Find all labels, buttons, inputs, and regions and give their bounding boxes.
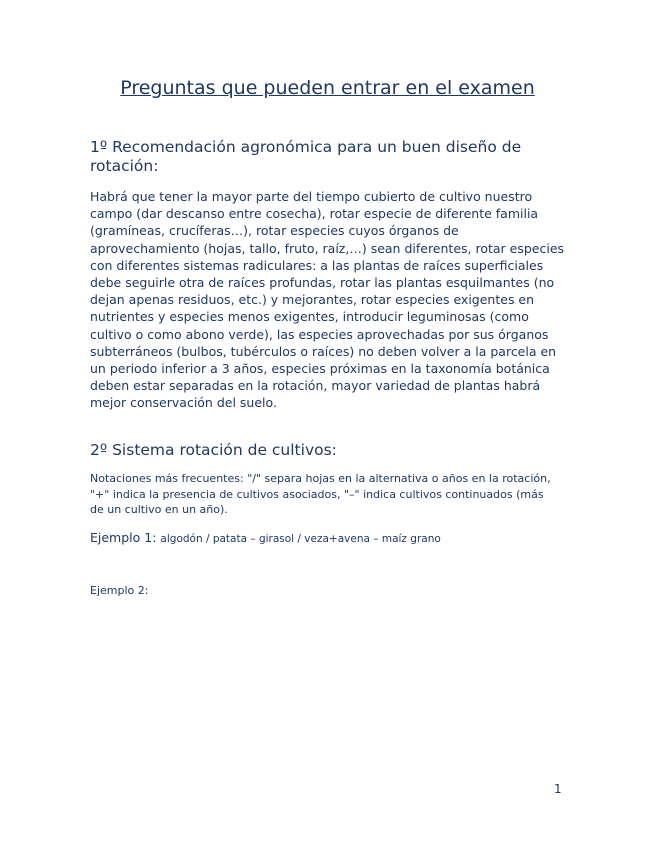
- section-body-recomendacion: Habrá que tener la mayor parte del tiempo cubierto de cultivo nuestro campo (dar descanso entre cosecha), rotar especie de diferente familia (gramíneas, crucíferas…), rotar especies cuyos órganos de aprovechamiento (hojas, tallo, fruto, raíz,…) sean diferentes, rotar especies con diferentes sistemas radiculares: a las plantas de raíces superficiales debe seguirle otra de raíces profundas, rotar las plantas esquilmantes (no dejan apenas residuos, etc.) y mejorantes, rotar especies exigentes en nutrientes y especies menos exigentes, introducir leguminosas (como cultivo o como abono verde), las especies aprovechadas por sus órganos subterráneos (bulbos, tubérculos o raíces) no deben volver a la parcela en un periodo inferior a 3 años, especies próximas en la taxonomía botánica deben estar separadas en la rotación, mayor variedad de plantas habrá mejor conservación del suelo.: [90, 189, 565, 411]
- notation-paragraph: Notaciones más frecuentes: "/" separa hojas en la alternativa o años en la rotación, "+" indica la presencia de cultivos asociados, "–" indica cultivos continuados (más de un cultivo en un año).: [90, 472, 551, 516]
- page-number: 1: [554, 782, 562, 796]
- example-1-label: Ejemplo 1:: [90, 530, 157, 545]
- example-1: [90, 530, 441, 547]
- example-2-label: Ejemplo 2:: [90, 584, 149, 597]
- section-heading-recomendacion: 1º Recomendación agronómica para un buen diseño de rotación:: [90, 138, 522, 175]
- page-title: Preguntas que pueden entrar en el examen: [120, 77, 535, 99]
- section-heading-rotacion: 2º Sistema rotación de cultivos:: [90, 441, 337, 459]
- example-1-sequence: algodón / patata – girasol / veza+avena – maíz grano: [160, 533, 441, 545]
